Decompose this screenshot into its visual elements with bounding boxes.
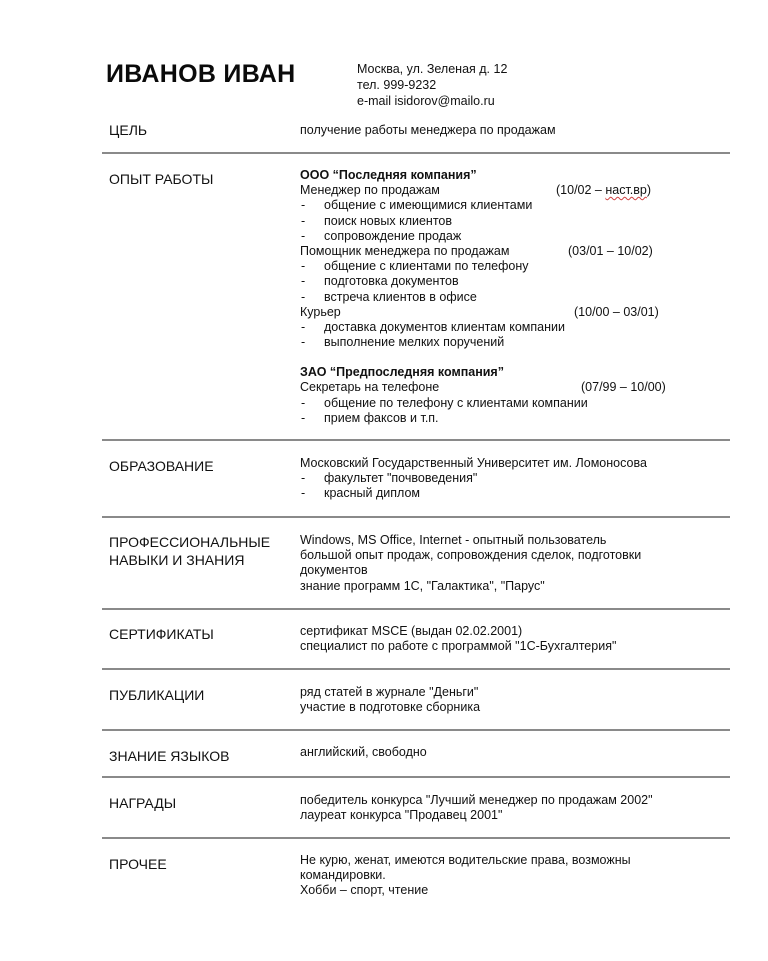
other-line: Хобби – спорт, чтение	[300, 883, 429, 898]
skill-line: большой опыт продаж, сопровождения сделок, подготовки	[300, 548, 642, 563]
section-content-publications	[300, 685, 720, 715]
section-content-education	[300, 456, 720, 502]
section-content-goal	[300, 123, 720, 138]
job-title: Курьер	[300, 304, 341, 319]
section-divider	[102, 729, 730, 731]
section-content-experience	[300, 168, 720, 426]
duty-item: - выполнение мелких поручений	[301, 335, 505, 350]
section-content-awards	[300, 793, 720, 823]
publication-line: участие в подготовке сборника	[300, 700, 481, 715]
section-content-other	[300, 853, 720, 899]
skill-line: знание программ 1С, "Галактика", "Парус"	[300, 578, 545, 593]
company-name: ЗАО “Предпоследняя компания”	[300, 365, 504, 380]
section-label-awards: НАГРАДЫ	[109, 795, 177, 811]
award-line: лауреат конкурса "Продавец 2001"	[300, 808, 503, 823]
education-item: - красный диплом	[301, 486, 420, 501]
section-label-languages: ЗНАНИЕ ЯЗЫКОВ	[109, 748, 230, 764]
duty-item: - поиск новых клиентов	[301, 213, 453, 228]
section-label-goal: ЦЕЛЬ	[109, 122, 148, 138]
job-title: Помощник менеджера по продажам	[300, 243, 510, 258]
duty-item: - общение с имеющимися клиентами	[301, 198, 533, 213]
section-label-education: ОБРАЗОВАНИЕ	[109, 458, 214, 474]
contact-address: Москва, ул. Зеленая д. 12	[357, 62, 508, 76]
other-line: командировки.	[300, 868, 386, 883]
certificate-line: специалист по работе с программой "1С-Бухгалтерия"	[300, 639, 617, 654]
section-divider	[102, 516, 730, 518]
contact-phone: тел. 999-9232	[357, 78, 437, 92]
job-title-row	[300, 183, 720, 198]
job-title-row	[300, 380, 720, 395]
duty-item: - общение по телефону с клиентами компании	[301, 395, 588, 410]
section-divider	[102, 439, 730, 441]
section-content-languages	[300, 745, 720, 760]
company-name: ООО “Последняя компания”	[300, 168, 477, 182]
goal-text: получение работы менеджера по продажам	[300, 123, 556, 137]
candidate-name: ИВАНОВ ИВАН	[106, 60, 296, 88]
job-title: Секретарь на телефоне	[300, 380, 440, 395]
section-label-other: ПРОЧЕЕ	[109, 856, 167, 872]
job-dates: (10/00 – 03/01)	[574, 304, 659, 319]
section-divider	[102, 608, 730, 610]
job-dates: (10/02 – наст.вр)	[556, 183, 652, 198]
duty-item: - сопровождение продаж	[301, 228, 462, 243]
section-divider	[102, 837, 730, 839]
section-divider	[102, 152, 730, 154]
job-title: Менеджер по продажам	[300, 183, 440, 198]
duty-item: - встреча клиентов в офисе	[301, 289, 477, 304]
education-item: - факультет "почвоведения"	[301, 471, 478, 486]
award-line: победитель конкурса "Лучший менеджер по продажам 2002"	[300, 793, 653, 807]
contact-block	[357, 61, 507, 109]
section-label-certificates: СЕРТИФИКАТЫ	[109, 626, 214, 642]
section-divider	[102, 776, 730, 778]
certificate-line: сертификат MSCE (выдан 02.02.2001)	[300, 624, 523, 638]
section-label-publications: ПУБЛИКАЦИИ	[109, 687, 205, 703]
duty-item: - прием факсов и т.п.	[301, 410, 439, 425]
language-line: английский, свободно	[300, 745, 427, 759]
section-label-skills: ПРОФЕССИОНАЛЬНЫЕ НАВЫКИ И ЗНАНИЯ	[109, 534, 271, 568]
job-dates: (03/01 – 10/02)	[568, 243, 653, 258]
contact-email: e-mail isidorov@mailo.ru	[357, 94, 495, 108]
other-line: Не курю, женат, имеются водительские права, возможны	[300, 853, 631, 867]
duty-item: - подготовка документов	[301, 274, 459, 289]
duty-item: - общение с клиентами по телефону	[301, 259, 529, 274]
university: Московский Государственный Университет им. Ломоносова	[300, 456, 647, 470]
job-dates: (07/99 – 10/00)	[581, 380, 666, 395]
job-title-row	[300, 305, 720, 320]
section-content-skills	[300, 533, 720, 594]
job-title-row	[300, 244, 720, 259]
section-divider	[102, 668, 730, 670]
skill-line: документов	[300, 563, 368, 578]
spellcheck-underlined-word: наст.вр	[605, 183, 647, 198]
duty-item: - доставка документов клиентам компании	[301, 319, 565, 334]
section-content-certificates	[300, 624, 720, 654]
section-label-experience: ОПЫТ РАБОТЫ	[109, 171, 214, 187]
skill-line: Windows, MS Office, Internet - опытный пользователь	[300, 533, 607, 547]
publication-line: ряд статей в журнале "Деньги"	[300, 685, 479, 699]
